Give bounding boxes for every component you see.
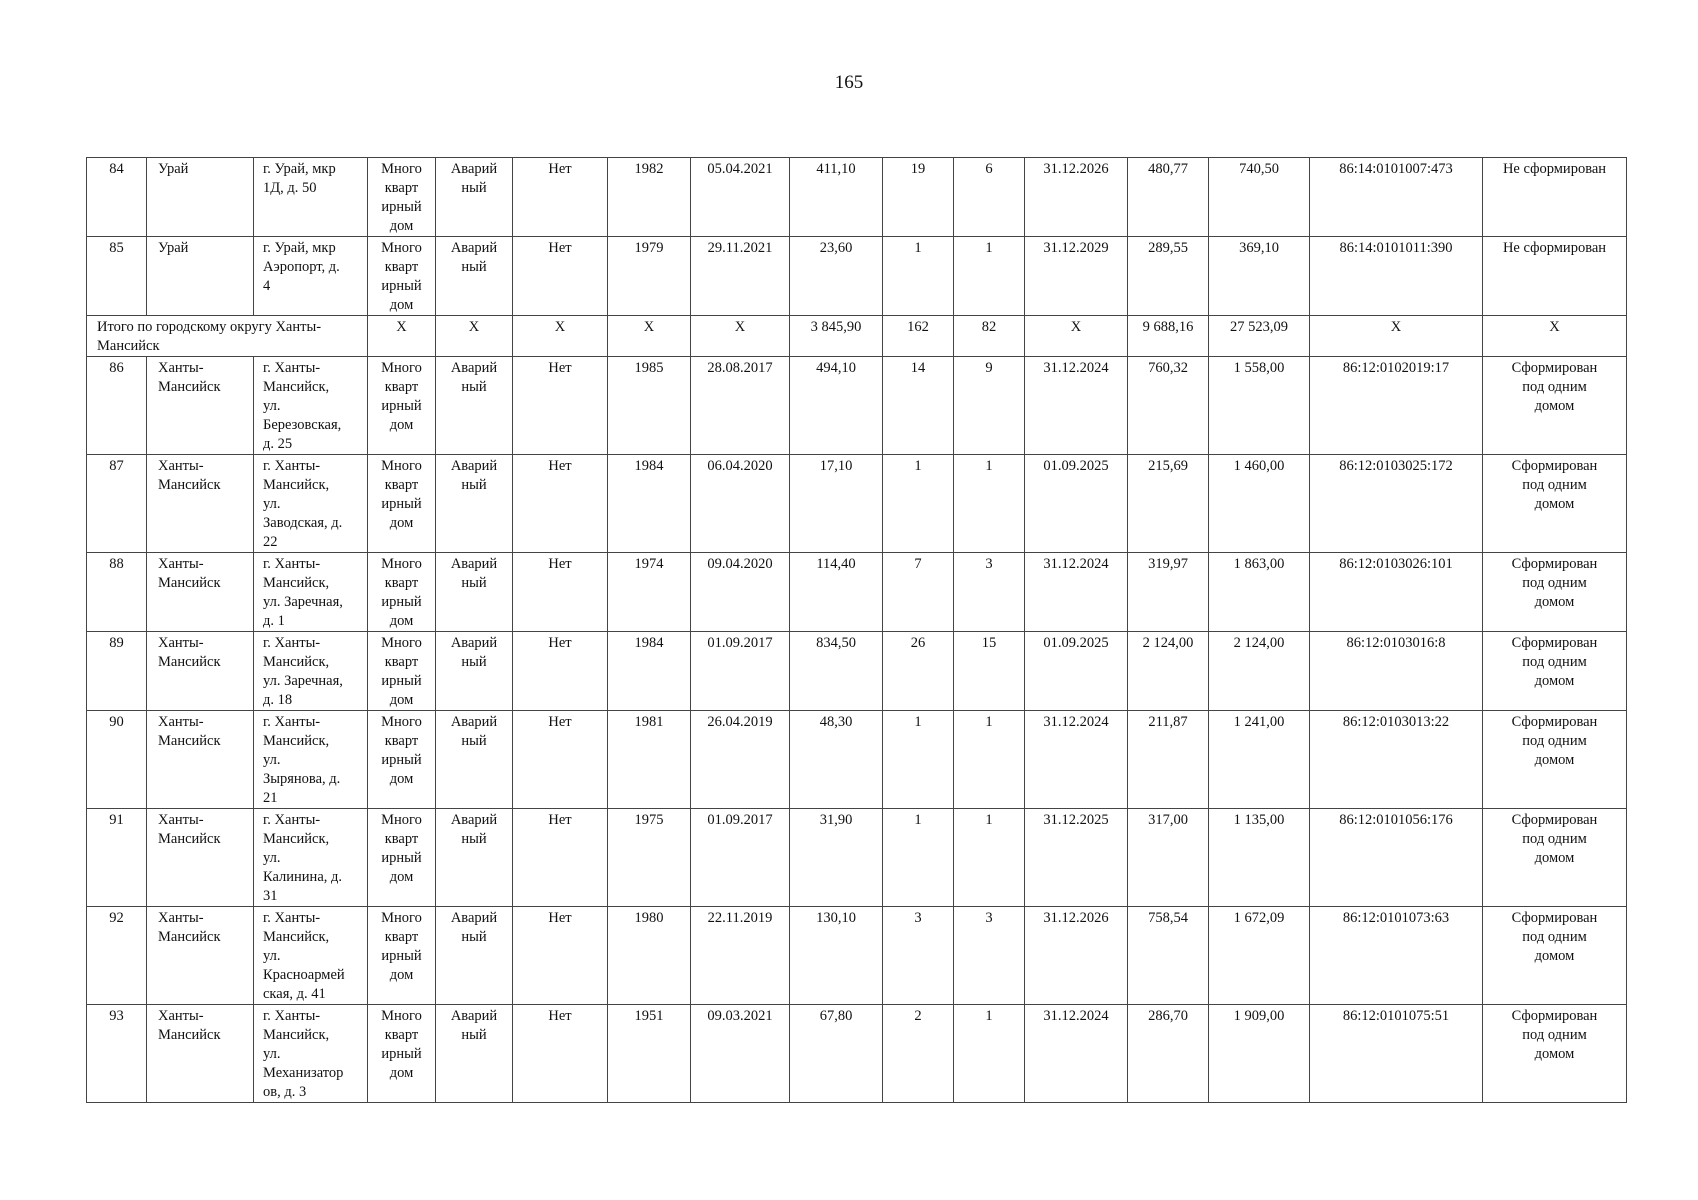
cell-residents: 7: [883, 553, 954, 632]
cell-rooms: 3: [954, 907, 1025, 1005]
cell-residents: 1: [883, 455, 954, 553]
cell-residents: 2: [883, 1005, 954, 1103]
cell-rooms: 1: [954, 711, 1025, 809]
cell-build-year: 1985: [608, 357, 691, 455]
cell-house-type: Много кварт ирный дом: [368, 809, 436, 907]
cell-row-number: 92: [87, 907, 147, 1005]
cell-deadline: 31.12.2024: [1025, 553, 1128, 632]
cell-deadline: 31.12.2024: [1025, 357, 1128, 455]
cell-deadline: 31.12.2025: [1025, 809, 1128, 907]
total-label: Итого по городскому округу Ханты-Мансийск: [87, 316, 368, 357]
cell-value-2: 1 909,00: [1209, 1005, 1310, 1103]
cell-rooms: 15: [954, 632, 1025, 711]
cell-rooms: 1: [954, 809, 1025, 907]
cell-cadastral-number: 86:12:0103013:22: [1310, 711, 1483, 809]
table-row: [87, 711, 1627, 809]
cell-build-year: 1951: [608, 1005, 691, 1103]
cell-row-number: 90: [87, 711, 147, 809]
table-row: [87, 632, 1627, 711]
cell-deadline: 31.12.2026: [1025, 158, 1128, 237]
cell-recognition-date: 05.04.2021: [691, 158, 790, 237]
cell-deadline: 31.12.2024: [1025, 1005, 1128, 1103]
cell-area: 17,10: [790, 455, 883, 553]
cell-row-number: 84: [87, 158, 147, 237]
cell-build-year: 1975: [608, 809, 691, 907]
cell-value-2: 1 863,00: [1209, 553, 1310, 632]
total-cell-v2: 27 523,09: [1209, 316, 1310, 357]
page-number: 165: [834, 72, 864, 93]
cell-municipality: Урай: [147, 237, 254, 316]
cell-deadline: 31.12.2029: [1025, 237, 1128, 316]
cell-deadline: 01.09.2025: [1025, 632, 1128, 711]
cell-land-plot-status: Сформирован под одним домом: [1483, 907, 1627, 1005]
cell-value-1: 758,54: [1128, 907, 1209, 1005]
cell-flag: Нет: [513, 632, 608, 711]
total-cell-c3: X: [368, 316, 436, 357]
cell-deadline: 31.12.2024: [1025, 711, 1128, 809]
cell-recognition-date: 06.04.2020: [691, 455, 790, 553]
cell-land-plot-status: Сформирован под одним домом: [1483, 632, 1627, 711]
cell-house-type: Много кварт ирный дом: [368, 632, 436, 711]
cell-cadastral-number: 86:14:0101007:473: [1310, 158, 1483, 237]
cell-address: г. Ханты- Мансийск, ул. Зырянова, д. 21: [254, 711, 368, 809]
cell-value-2: 1 460,00: [1209, 455, 1310, 553]
cell-deadline: 31.12.2026: [1025, 907, 1128, 1005]
cell-house-status: Аварий ный: [436, 158, 513, 237]
cell-flag: Нет: [513, 357, 608, 455]
table-row: [87, 237, 1627, 316]
cell-address: г. Ханты- Мансийск, ул. Березовская, д. 25: [254, 357, 368, 455]
cell-land-plot-status: Не сформирован: [1483, 237, 1627, 316]
cell-area: 834,50: [790, 632, 883, 711]
cell-cadastral-number: 86:12:0101056:176: [1310, 809, 1483, 907]
cell-area: 23,60: [790, 237, 883, 316]
cell-residents: 1: [883, 711, 954, 809]
cell-flag: Нет: [513, 809, 608, 907]
cell-value-1: 286,70: [1128, 1005, 1209, 1103]
total-cell-people: 162: [883, 316, 954, 357]
cell-municipality: Ханты- Мансийск: [147, 632, 254, 711]
cell-build-year: 1974: [608, 553, 691, 632]
cell-land-plot-status: Сформирован под одним домом: [1483, 553, 1627, 632]
cell-house-status: Аварий ный: [436, 237, 513, 316]
cell-house-status: Аварий ный: [436, 711, 513, 809]
cell-house-type: Много кварт ирный дом: [368, 1005, 436, 1103]
cell-row-number: 87: [87, 455, 147, 553]
cell-value-1: 760,32: [1128, 357, 1209, 455]
cell-flag: Нет: [513, 907, 608, 1005]
cell-address: г. Ханты- Мансийск, ул. Заводская, д. 22: [254, 455, 368, 553]
cell-land-plot-status: Сформирован под одним домом: [1483, 711, 1627, 809]
cell-recognition-date: 26.04.2019: [691, 711, 790, 809]
cell-value-2: 1 558,00: [1209, 357, 1310, 455]
cell-rooms: 9: [954, 357, 1025, 455]
cell-house-type: Много кварт ирный дом: [368, 907, 436, 1005]
cell-row-number: 85: [87, 237, 147, 316]
cell-rooms: 1: [954, 237, 1025, 316]
cell-value-2: 2 124,00: [1209, 632, 1310, 711]
cell-recognition-date: 22.11.2019: [691, 907, 790, 1005]
cell-area: 67,80: [790, 1005, 883, 1103]
cell-municipality: Ханты- Мансийск: [147, 357, 254, 455]
cell-house-status: Аварий ный: [436, 357, 513, 455]
cell-house-type: Много кварт ирный дом: [368, 357, 436, 455]
cell-house-status: Аварий ный: [436, 809, 513, 907]
total-cell-c4: X: [436, 316, 513, 357]
total-cell-rooms: 82: [954, 316, 1025, 357]
cell-rooms: 1: [954, 455, 1025, 553]
cell-build-year: 1980: [608, 907, 691, 1005]
housing-registry-table: [86, 157, 1627, 1103]
cell-cadastral-number: 86:12:0102019:17: [1310, 357, 1483, 455]
cell-house-status: Аварий ный: [436, 632, 513, 711]
cell-build-year: 1984: [608, 632, 691, 711]
cell-flag: Нет: [513, 1005, 608, 1103]
cell-value-1: 480,77: [1128, 158, 1209, 237]
cell-house-status: Аварий ный: [436, 907, 513, 1005]
total-cell-land: X: [1483, 316, 1627, 357]
cell-rooms: 3: [954, 553, 1025, 632]
table-row: [87, 357, 1627, 455]
cell-row-number: 93: [87, 1005, 147, 1103]
cell-cadastral-number: 86:12:0103026:101: [1310, 553, 1483, 632]
total-cell-c6: X: [608, 316, 691, 357]
cell-residents: 26: [883, 632, 954, 711]
cell-cadastral-number: 86:14:0101011:390: [1310, 237, 1483, 316]
cell-area: 48,30: [790, 711, 883, 809]
cell-land-plot-status: Сформирован под одним домом: [1483, 455, 1627, 553]
cell-residents: 19: [883, 158, 954, 237]
cell-land-plot-status: Сформирован под одним домом: [1483, 357, 1627, 455]
cell-house-type: Много кварт ирный дом: [368, 711, 436, 809]
cell-address: г. Ханты- Мансийск, ул. Красноармей ская, д. 41: [254, 907, 368, 1005]
cell-flag: Нет: [513, 711, 608, 809]
cell-municipality: Ханты- Мансийск: [147, 455, 254, 553]
cell-flag: Нет: [513, 553, 608, 632]
total-cell-c5: X: [513, 316, 608, 357]
cell-recognition-date: 09.04.2020: [691, 553, 790, 632]
cell-house-type: Много кварт ирный дом: [368, 455, 436, 553]
cell-address: г. Урай, мкр 1Д, д. 50: [254, 158, 368, 237]
cell-value-1: 289,55: [1128, 237, 1209, 316]
cell-land-plot-status: Не сформирован: [1483, 158, 1627, 237]
cell-value-2: 1 241,00: [1209, 711, 1310, 809]
cell-area: 494,10: [790, 357, 883, 455]
cell-deadline: 01.09.2025: [1025, 455, 1128, 553]
cell-address: г. Урай, мкр Аэропорт, д. 4: [254, 237, 368, 316]
cell-cadastral-number: 86:12:0101075:51: [1310, 1005, 1483, 1103]
total-cell-deadline: X: [1025, 316, 1128, 357]
cell-address: г. Ханты- Мансийск, ул. Заречная, д. 1: [254, 553, 368, 632]
total-row: [87, 316, 1627, 357]
table-row: [87, 907, 1627, 1005]
cell-build-year: 1981: [608, 711, 691, 809]
total-cell-c7: X: [691, 316, 790, 357]
cell-residents: 14: [883, 357, 954, 455]
cell-address: г. Ханты- Мансийск, ул. Заречная, д. 18: [254, 632, 368, 711]
table-row: [87, 158, 1627, 237]
cell-recognition-date: 09.03.2021: [691, 1005, 790, 1103]
total-cell-cadastral: X: [1310, 316, 1483, 357]
cell-flag: Нет: [513, 158, 608, 237]
cell-address: г. Ханты- Мансийск, ул. Калинина, д. 31: [254, 809, 368, 907]
cell-municipality: Ханты- Мансийск: [147, 1005, 254, 1103]
cell-rooms: 6: [954, 158, 1025, 237]
table-row: [87, 553, 1627, 632]
cell-build-year: 1982: [608, 158, 691, 237]
cell-row-number: 88: [87, 553, 147, 632]
cell-address: г. Ханты- Мансийск, ул. Механизатор ов, д. 3: [254, 1005, 368, 1103]
cell-value-1: 211,87: [1128, 711, 1209, 809]
cell-house-type: Много кварт ирный дом: [368, 158, 436, 237]
cell-municipality: Ханты- Мансийск: [147, 711, 254, 809]
total-cell-area: 3 845,90: [790, 316, 883, 357]
cell-value-2: 740,50: [1209, 158, 1310, 237]
cell-land-plot-status: Сформирован под одним домом: [1483, 809, 1627, 907]
cell-cadastral-number: 86:12:0103016:8: [1310, 632, 1483, 711]
cell-cadastral-number: 86:12:0101073:63: [1310, 907, 1483, 1005]
cell-municipality: Ханты- Мансийск: [147, 907, 254, 1005]
cell-row-number: 89: [87, 632, 147, 711]
cell-area: 31,90: [790, 809, 883, 907]
cell-cadastral-number: 86:12:0103025:172: [1310, 455, 1483, 553]
cell-area: 114,40: [790, 553, 883, 632]
cell-house-type: Много кварт ирный дом: [368, 553, 436, 632]
cell-rooms: 1: [954, 1005, 1025, 1103]
cell-residents: 1: [883, 809, 954, 907]
cell-value-1: 319,97: [1128, 553, 1209, 632]
cell-value-2: 1 135,00: [1209, 809, 1310, 907]
cell-recognition-date: 28.08.2017: [691, 357, 790, 455]
cell-municipality: Ханты- Мансийск: [147, 809, 254, 907]
cell-residents: 1: [883, 237, 954, 316]
cell-build-year: 1984: [608, 455, 691, 553]
cell-house-status: Аварий ный: [436, 553, 513, 632]
total-cell-v1: 9 688,16: [1128, 316, 1209, 357]
table-row: [87, 455, 1627, 553]
cell-recognition-date: 01.09.2017: [691, 809, 790, 907]
cell-value-1: 2 124,00: [1128, 632, 1209, 711]
cell-build-year: 1979: [608, 237, 691, 316]
cell-value-1: 317,00: [1128, 809, 1209, 907]
table-row: [87, 1005, 1627, 1103]
cell-municipality: Урай: [147, 158, 254, 237]
cell-recognition-date: 29.11.2021: [691, 237, 790, 316]
cell-municipality: Ханты- Мансийск: [147, 553, 254, 632]
cell-value-1: 215,69: [1128, 455, 1209, 553]
cell-value-2: 369,10: [1209, 237, 1310, 316]
cell-recognition-date: 01.09.2017: [691, 632, 790, 711]
cell-row-number: 86: [87, 357, 147, 455]
cell-row-number: 91: [87, 809, 147, 907]
cell-value-2: 1 672,09: [1209, 907, 1310, 1005]
cell-flag: Нет: [513, 237, 608, 316]
cell-residents: 3: [883, 907, 954, 1005]
cell-house-type: Много кварт ирный дом: [368, 237, 436, 316]
cell-area: 130,10: [790, 907, 883, 1005]
cell-house-status: Аварий ный: [436, 455, 513, 553]
cell-land-plot-status: Сформирован под одним домом: [1483, 1005, 1627, 1103]
cell-flag: Нет: [513, 455, 608, 553]
table-row: [87, 809, 1627, 907]
cell-house-status: Аварий ный: [436, 1005, 513, 1103]
cell-area: 411,10: [790, 158, 883, 237]
